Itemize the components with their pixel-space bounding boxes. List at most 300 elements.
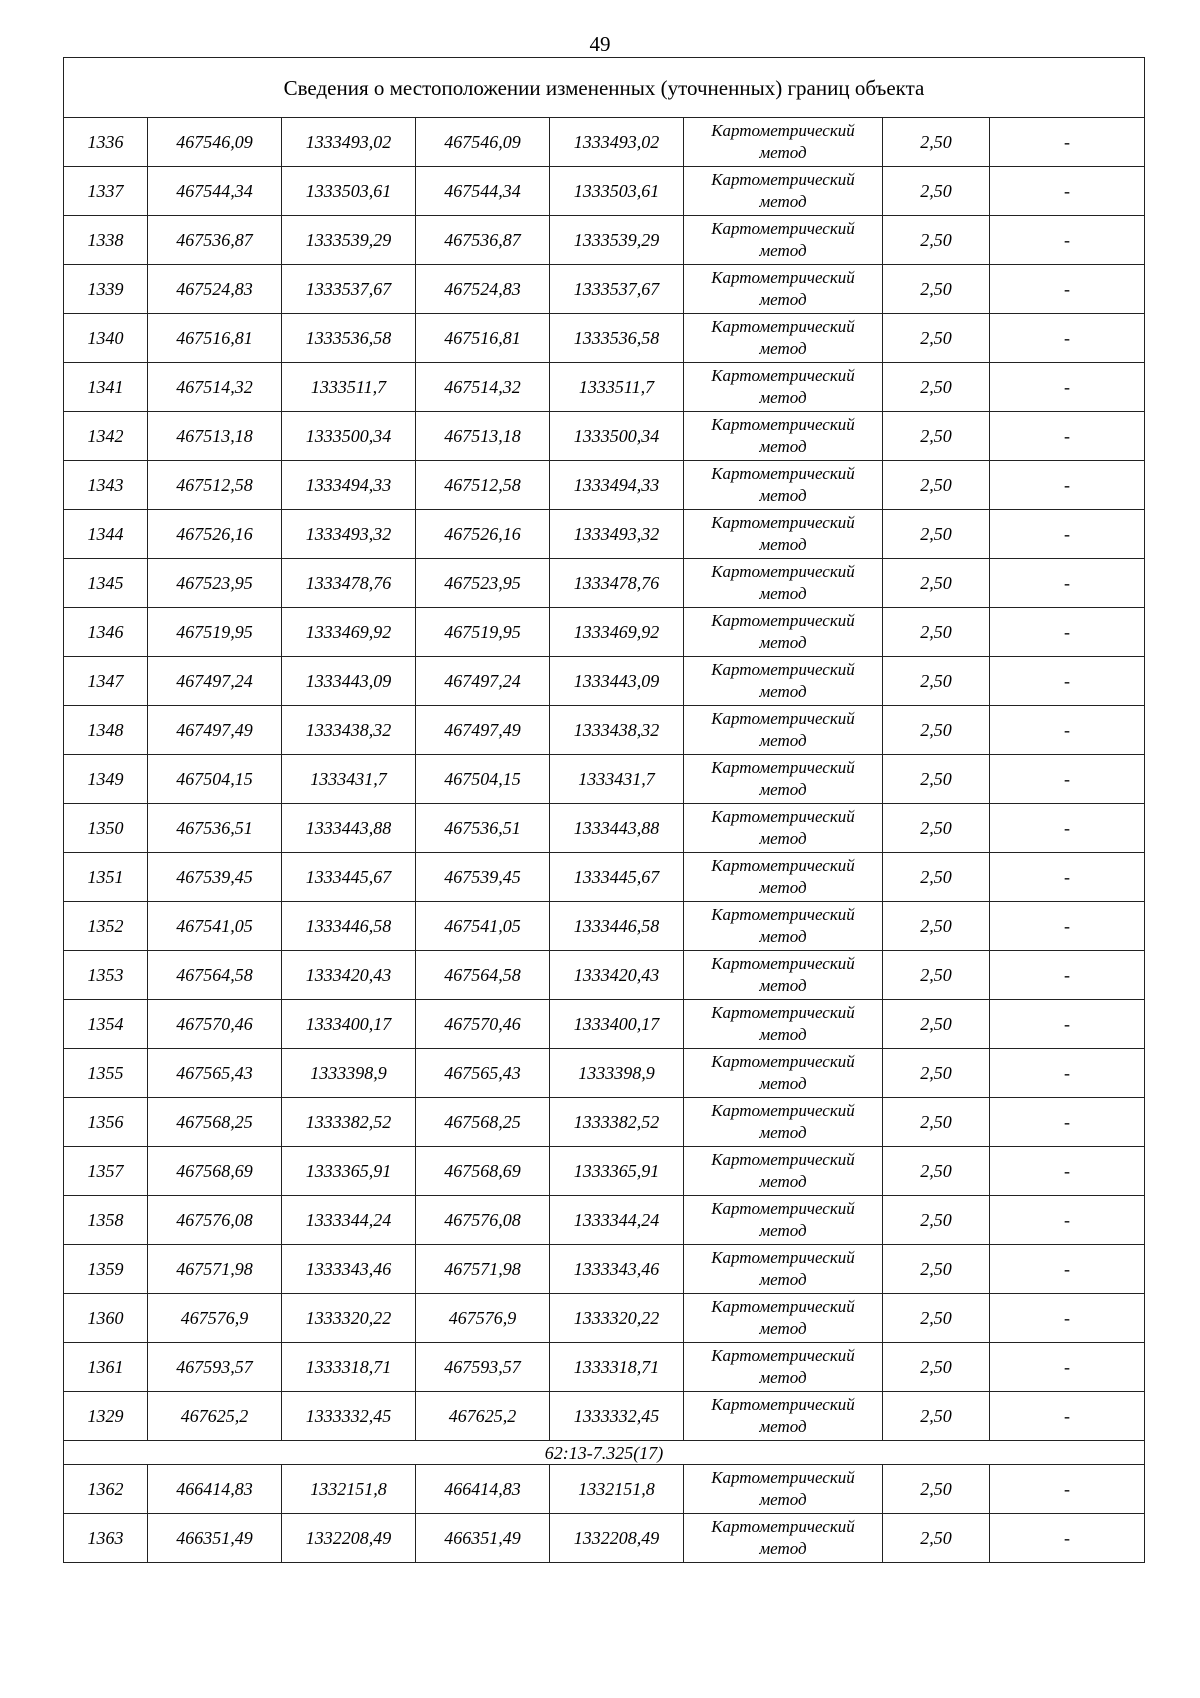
refined-x-cell: 467526,16 <box>416 510 550 559</box>
refined-y-cell: 1333500,34 <box>550 412 684 461</box>
refined-y-cell: 1333398,9 <box>550 1049 684 1098</box>
point-number-cell: 1351 <box>64 853 148 902</box>
note-cell: - <box>990 1000 1145 1049</box>
method-line-1: Картометрический <box>711 1199 855 1218</box>
refined-y-cell: 1333478,76 <box>550 559 684 608</box>
method-cell <box>684 1392 883 1441</box>
refined-y-cell: 1333494,33 <box>550 461 684 510</box>
existing-y-cell: 1333511,7 <box>282 363 416 412</box>
point-number-cell: 1348 <box>64 706 148 755</box>
note-cell: - <box>990 657 1145 706</box>
existing-x-cell: 467570,46 <box>148 1000 282 1049</box>
existing-y-cell: 1333438,32 <box>282 706 416 755</box>
method-cell <box>684 461 883 510</box>
existing-x-cell: 466414,83 <box>148 1465 282 1514</box>
point-number-cell: 1349 <box>64 755 148 804</box>
method-line-2: метод <box>759 1368 807 1387</box>
accuracy-cell: 2,50 <box>883 412 990 461</box>
existing-x-cell: 467541,05 <box>148 902 282 951</box>
method-cell <box>684 559 883 608</box>
note-cell: - <box>990 1514 1145 1563</box>
accuracy-cell: 2,50 <box>883 1049 990 1098</box>
refined-y-cell: 1333493,32 <box>550 510 684 559</box>
method-line-2: метод <box>759 1123 807 1142</box>
table-row <box>64 853 1145 902</box>
accuracy-cell: 2,50 <box>883 559 990 608</box>
method-line-1: Картометрический <box>711 856 855 875</box>
method-cell <box>684 216 883 265</box>
refined-x-cell: 467625,2 <box>416 1392 550 1441</box>
point-number-cell: 1342 <box>64 412 148 461</box>
table-row <box>64 265 1145 314</box>
method-cell <box>684 1343 883 1392</box>
method-line-1: Картометрический <box>711 1003 855 1022</box>
accuracy-cell: 2,50 <box>883 804 990 853</box>
existing-y-cell: 1333443,88 <box>282 804 416 853</box>
method-line-2: метод <box>759 486 807 505</box>
existing-y-cell: 1333318,71 <box>282 1343 416 1392</box>
existing-y-cell: 1333469,92 <box>282 608 416 657</box>
note-cell: - <box>990 1147 1145 1196</box>
method-line-2: метод <box>759 1539 807 1558</box>
refined-y-cell: 1333445,67 <box>550 853 684 902</box>
existing-x-cell: 467546,09 <box>148 118 282 167</box>
note-cell: - <box>990 902 1145 951</box>
accuracy-cell: 2,50 <box>883 1294 990 1343</box>
refined-x-cell: 467568,69 <box>416 1147 550 1196</box>
refined-x-cell: 467576,08 <box>416 1196 550 1245</box>
note-cell: - <box>990 951 1145 1000</box>
refined-y-cell: 1333431,7 <box>550 755 684 804</box>
existing-x-cell: 467576,08 <box>148 1196 282 1245</box>
accuracy-cell: 2,50 <box>883 951 990 1000</box>
note-cell: - <box>990 1196 1145 1245</box>
table-title-row <box>64 58 1145 118</box>
note-cell: - <box>990 755 1145 804</box>
refined-y-cell: 1333539,29 <box>550 216 684 265</box>
note-cell: - <box>990 216 1145 265</box>
existing-y-cell: 1333398,9 <box>282 1049 416 1098</box>
refined-y-cell: 1333320,22 <box>550 1294 684 1343</box>
table-row <box>64 951 1145 1000</box>
method-line-1: Картометрический <box>711 1395 855 1414</box>
method-line-2: метод <box>759 339 807 358</box>
section-header-row <box>64 1441 1145 1465</box>
method-line-1: Картометрический <box>711 1150 855 1169</box>
method-line-2: метод <box>759 1172 807 1191</box>
existing-y-cell: 1333537,67 <box>282 265 416 314</box>
method-line-1: Картометрический <box>711 464 855 483</box>
method-cell <box>684 706 883 755</box>
method-line-1: Картометрический <box>711 219 855 238</box>
existing-y-cell: 1333332,45 <box>282 1392 416 1441</box>
table-row <box>64 118 1145 167</box>
refined-y-cell: 1333332,45 <box>550 1392 684 1441</box>
note-cell: - <box>990 314 1145 363</box>
note-cell: - <box>990 1245 1145 1294</box>
existing-y-cell: 1332151,8 <box>282 1465 416 1514</box>
method-cell <box>684 755 883 804</box>
accuracy-cell: 2,50 <box>883 1343 990 1392</box>
refined-x-cell: 467593,57 <box>416 1343 550 1392</box>
refined-x-cell: 467497,49 <box>416 706 550 755</box>
existing-y-cell: 1333365,91 <box>282 1147 416 1196</box>
refined-y-cell: 1333503,61 <box>550 167 684 216</box>
point-number-cell: 1347 <box>64 657 148 706</box>
existing-y-cell: 1333344,24 <box>282 1196 416 1245</box>
method-cell <box>684 412 883 461</box>
point-number-cell: 1343 <box>64 461 148 510</box>
existing-x-cell: 467593,57 <box>148 1343 282 1392</box>
point-number-cell: 1354 <box>64 1000 148 1049</box>
point-number-cell: 1340 <box>64 314 148 363</box>
note-cell: - <box>990 559 1145 608</box>
refined-y-cell: 1333343,46 <box>550 1245 684 1294</box>
existing-x-cell: 467497,49 <box>148 706 282 755</box>
existing-y-cell: 1333493,32 <box>282 510 416 559</box>
method-line-1: Картометрический <box>711 1248 855 1267</box>
point-number-cell: 1338 <box>64 216 148 265</box>
refined-x-cell: 466414,83 <box>416 1465 550 1514</box>
existing-x-cell: 466351,49 <box>148 1514 282 1563</box>
accuracy-cell: 2,50 <box>883 755 990 804</box>
refined-x-cell: 467544,34 <box>416 167 550 216</box>
existing-x-cell: 467497,24 <box>148 657 282 706</box>
method-cell <box>684 363 883 412</box>
method-line-2: метод <box>759 143 807 162</box>
point-number-cell: 1346 <box>64 608 148 657</box>
point-number-cell: 1336 <box>64 118 148 167</box>
method-line-2: метод <box>759 682 807 701</box>
method-cell <box>684 1514 883 1563</box>
refined-y-cell: 1333511,7 <box>550 363 684 412</box>
method-line-1: Картометрический <box>711 415 855 434</box>
method-cell <box>684 1245 883 1294</box>
existing-x-cell: 467565,43 <box>148 1049 282 1098</box>
accuracy-cell: 2,50 <box>883 265 990 314</box>
existing-x-cell: 467564,58 <box>148 951 282 1000</box>
table-row <box>64 1514 1145 1563</box>
note-cell: - <box>990 1098 1145 1147</box>
point-number-cell: 1344 <box>64 510 148 559</box>
accuracy-cell: 2,50 <box>883 118 990 167</box>
existing-x-cell: 467536,51 <box>148 804 282 853</box>
method-line-1: Картометрический <box>711 170 855 189</box>
method-line-2: метод <box>759 1025 807 1044</box>
accuracy-cell: 2,50 <box>883 1465 990 1514</box>
refined-x-cell: 467513,18 <box>416 412 550 461</box>
refined-x-cell: 467564,58 <box>416 951 550 1000</box>
existing-y-cell: 1333478,76 <box>282 559 416 608</box>
boundary-coordinates-table <box>63 57 1145 1563</box>
method-line-1: Картометрический <box>711 611 855 630</box>
existing-x-cell: 467544,34 <box>148 167 282 216</box>
accuracy-cell: 2,50 <box>883 314 990 363</box>
method-line-1: Картометрический <box>711 562 855 581</box>
note-cell: - <box>990 706 1145 755</box>
refined-y-cell: 1333536,58 <box>550 314 684 363</box>
accuracy-cell: 2,50 <box>883 216 990 265</box>
accuracy-cell: 2,50 <box>883 1245 990 1294</box>
existing-y-cell: 1333445,67 <box>282 853 416 902</box>
method-cell <box>684 853 883 902</box>
table-row <box>64 510 1145 559</box>
point-number-cell: 1356 <box>64 1098 148 1147</box>
method-line-2: метод <box>759 1490 807 1509</box>
point-number-cell: 1339 <box>64 265 148 314</box>
method-cell <box>684 1049 883 1098</box>
refined-x-cell: 467576,9 <box>416 1294 550 1343</box>
point-number-cell: 1353 <box>64 951 148 1000</box>
method-cell <box>684 804 883 853</box>
refined-y-cell: 1333438,32 <box>550 706 684 755</box>
method-line-1: Картометрический <box>711 1052 855 1071</box>
table-row <box>64 608 1145 657</box>
note-cell: - <box>990 412 1145 461</box>
existing-x-cell: 467523,95 <box>148 559 282 608</box>
accuracy-cell: 2,50 <box>883 853 990 902</box>
existing-y-cell: 1333431,7 <box>282 755 416 804</box>
note-cell: - <box>990 363 1145 412</box>
refined-x-cell: 467568,25 <box>416 1098 550 1147</box>
method-line-2: метод <box>759 780 807 799</box>
table-row <box>64 657 1145 706</box>
method-cell <box>684 265 883 314</box>
method-cell <box>684 510 883 559</box>
method-cell <box>684 1147 883 1196</box>
refined-x-cell: 467514,32 <box>416 363 550 412</box>
accuracy-cell: 2,50 <box>883 1098 990 1147</box>
table-row <box>64 1147 1145 1196</box>
method-line-1: Картометрический <box>711 1517 855 1536</box>
existing-y-cell: 1333494,33 <box>282 461 416 510</box>
table-row <box>64 755 1145 804</box>
point-number-cell: 1341 <box>64 363 148 412</box>
table-row <box>64 1392 1145 1441</box>
accuracy-cell: 2,50 <box>883 1514 990 1563</box>
table-row <box>64 363 1145 412</box>
existing-y-cell: 1333320,22 <box>282 1294 416 1343</box>
point-number-cell: 1359 <box>64 1245 148 1294</box>
method-line-1: Картометрический <box>711 905 855 924</box>
refined-x-cell: 467523,95 <box>416 559 550 608</box>
method-line-2: метод <box>759 633 807 652</box>
refined-y-cell: 1333443,88 <box>550 804 684 853</box>
refined-y-cell: 1333420,43 <box>550 951 684 1000</box>
refined-x-cell: 467546,09 <box>416 118 550 167</box>
existing-x-cell: 467524,83 <box>148 265 282 314</box>
method-line-2: метод <box>759 241 807 260</box>
method-line-1: Картометрический <box>711 1468 855 1487</box>
existing-x-cell: 467539,45 <box>148 853 282 902</box>
method-line-2: метод <box>759 927 807 946</box>
refined-x-cell: 467536,87 <box>416 216 550 265</box>
table-row <box>64 167 1145 216</box>
existing-x-cell: 467571,98 <box>148 1245 282 1294</box>
page-number: 49 <box>589 32 611 56</box>
existing-y-cell: 1333446,58 <box>282 902 416 951</box>
existing-y-cell: 1333420,43 <box>282 951 416 1000</box>
existing-y-cell: 1332208,49 <box>282 1514 416 1563</box>
refined-y-cell: 1333344,24 <box>550 1196 684 1245</box>
refined-y-cell: 1333365,91 <box>550 1147 684 1196</box>
method-line-2: метод <box>759 388 807 407</box>
existing-x-cell: 467568,69 <box>148 1147 282 1196</box>
accuracy-cell: 2,50 <box>883 657 990 706</box>
method-line-1: Картометрический <box>711 954 855 973</box>
table-row <box>64 1294 1145 1343</box>
method-line-1: Картометрический <box>711 660 855 679</box>
table-row <box>64 1098 1145 1147</box>
point-number-cell: 1357 <box>64 1147 148 1196</box>
refined-x-cell: 467516,81 <box>416 314 550 363</box>
accuracy-cell: 2,50 <box>883 706 990 755</box>
method-cell <box>684 657 883 706</box>
method-line-2: метод <box>759 1270 807 1289</box>
point-number-cell: 1361 <box>64 1343 148 1392</box>
existing-y-cell: 1333539,29 <box>282 216 416 265</box>
method-line-2: метод <box>759 976 807 995</box>
table-row <box>64 559 1145 608</box>
refined-x-cell: 467524,83 <box>416 265 550 314</box>
method-line-1: Картометрический <box>711 317 855 336</box>
table-row <box>64 1465 1145 1514</box>
refined-y-cell: 1333469,92 <box>550 608 684 657</box>
refined-y-cell: 1333318,71 <box>550 1343 684 1392</box>
existing-x-cell: 467512,58 <box>148 461 282 510</box>
existing-x-cell: 467576,9 <box>148 1294 282 1343</box>
table-row <box>64 706 1145 755</box>
method-line-2: метод <box>759 1319 807 1338</box>
method-line-1: Картометрический <box>711 1101 855 1120</box>
existing-y-cell: 1333493,02 <box>282 118 416 167</box>
method-cell <box>684 1465 883 1514</box>
note-cell: - <box>990 1294 1145 1343</box>
existing-x-cell: 467516,81 <box>148 314 282 363</box>
accuracy-cell: 2,50 <box>883 1000 990 1049</box>
method-cell <box>684 608 883 657</box>
method-cell <box>684 118 883 167</box>
accuracy-cell: 2,50 <box>883 167 990 216</box>
point-number-cell: 1362 <box>64 1465 148 1514</box>
method-line-2: метод <box>759 1417 807 1436</box>
method-line-2: метод <box>759 290 807 309</box>
existing-y-cell: 1333400,17 <box>282 1000 416 1049</box>
point-number-cell: 1355 <box>64 1049 148 1098</box>
refined-y-cell: 1333537,67 <box>550 265 684 314</box>
refined-y-cell: 1333382,52 <box>550 1098 684 1147</box>
method-line-2: метод <box>759 731 807 750</box>
table-row <box>64 1049 1145 1098</box>
note-cell: - <box>990 1049 1145 1098</box>
accuracy-cell: 2,50 <box>883 510 990 559</box>
accuracy-cell: 2,50 <box>883 1392 990 1441</box>
note-cell: - <box>990 265 1145 314</box>
note-cell: - <box>990 1392 1145 1441</box>
note-cell: - <box>990 853 1145 902</box>
refined-x-cell: 466351,49 <box>416 1514 550 1563</box>
existing-y-cell: 1333536,58 <box>282 314 416 363</box>
table-row <box>64 1343 1145 1392</box>
refined-x-cell: 467512,58 <box>416 461 550 510</box>
existing-x-cell: 467504,15 <box>148 755 282 804</box>
note-cell: - <box>990 167 1145 216</box>
accuracy-cell: 2,50 <box>883 1196 990 1245</box>
refined-x-cell: 467571,98 <box>416 1245 550 1294</box>
method-line-1: Картометрический <box>711 1297 855 1316</box>
existing-x-cell: 467519,95 <box>148 608 282 657</box>
method-cell <box>684 1000 883 1049</box>
table-row <box>64 902 1145 951</box>
existing-x-cell: 467513,18 <box>148 412 282 461</box>
existing-y-cell: 1333500,34 <box>282 412 416 461</box>
existing-x-cell: 467536,87 <box>148 216 282 265</box>
method-line-2: метод <box>759 829 807 848</box>
accuracy-cell: 2,50 <box>883 363 990 412</box>
refined-x-cell: 467539,45 <box>416 853 550 902</box>
existing-y-cell: 1333382,52 <box>282 1098 416 1147</box>
point-number-cell: 1350 <box>64 804 148 853</box>
point-number-cell: 1352 <box>64 902 148 951</box>
refined-x-cell: 467497,24 <box>416 657 550 706</box>
accuracy-cell: 2,50 <box>883 608 990 657</box>
refined-y-cell: 1333493,02 <box>550 118 684 167</box>
note-cell: - <box>990 461 1145 510</box>
refined-x-cell: 467504,15 <box>416 755 550 804</box>
section-label: 62:13-7.325(17) <box>64 1441 1145 1465</box>
method-line-1: Картометрический <box>711 1346 855 1365</box>
refined-y-cell: 1333446,58 <box>550 902 684 951</box>
point-number-cell: 1358 <box>64 1196 148 1245</box>
refined-x-cell: 467536,51 <box>416 804 550 853</box>
method-line-1: Картометрический <box>711 758 855 777</box>
existing-x-cell: 467625,2 <box>148 1392 282 1441</box>
note-cell: - <box>990 1465 1145 1514</box>
existing-x-cell: 467514,32 <box>148 363 282 412</box>
method-cell <box>684 314 883 363</box>
method-line-1: Картометрический <box>711 121 855 140</box>
method-line-1: Картометрический <box>711 513 855 532</box>
method-line-1: Картометрический <box>711 366 855 385</box>
refined-y-cell: 1333443,09 <box>550 657 684 706</box>
table-row <box>64 804 1145 853</box>
table-row <box>64 1245 1145 1294</box>
accuracy-cell: 2,50 <box>883 902 990 951</box>
refined-x-cell: 467570,46 <box>416 1000 550 1049</box>
refined-x-cell: 467565,43 <box>416 1049 550 1098</box>
point-number-cell: 1345 <box>64 559 148 608</box>
note-cell: - <box>990 804 1145 853</box>
method-cell <box>684 902 883 951</box>
existing-x-cell: 467526,16 <box>148 510 282 559</box>
method-line-1: Картометрический <box>711 268 855 287</box>
refined-x-cell: 467541,05 <box>416 902 550 951</box>
method-cell <box>684 167 883 216</box>
note-cell: - <box>990 1343 1145 1392</box>
method-line-1: Картометрический <box>711 807 855 826</box>
refined-y-cell: 1332151,8 <box>550 1465 684 1514</box>
note-cell: - <box>990 118 1145 167</box>
existing-y-cell: 1333343,46 <box>282 1245 416 1294</box>
method-line-2: метод <box>759 1074 807 1093</box>
method-line-2: метод <box>759 437 807 456</box>
refined-x-cell: 467519,95 <box>416 608 550 657</box>
point-number-cell: 1363 <box>64 1514 148 1563</box>
table-row <box>64 1000 1145 1049</box>
note-cell: - <box>990 510 1145 559</box>
method-cell <box>684 1196 883 1245</box>
refined-y-cell: 1332208,49 <box>550 1514 684 1563</box>
